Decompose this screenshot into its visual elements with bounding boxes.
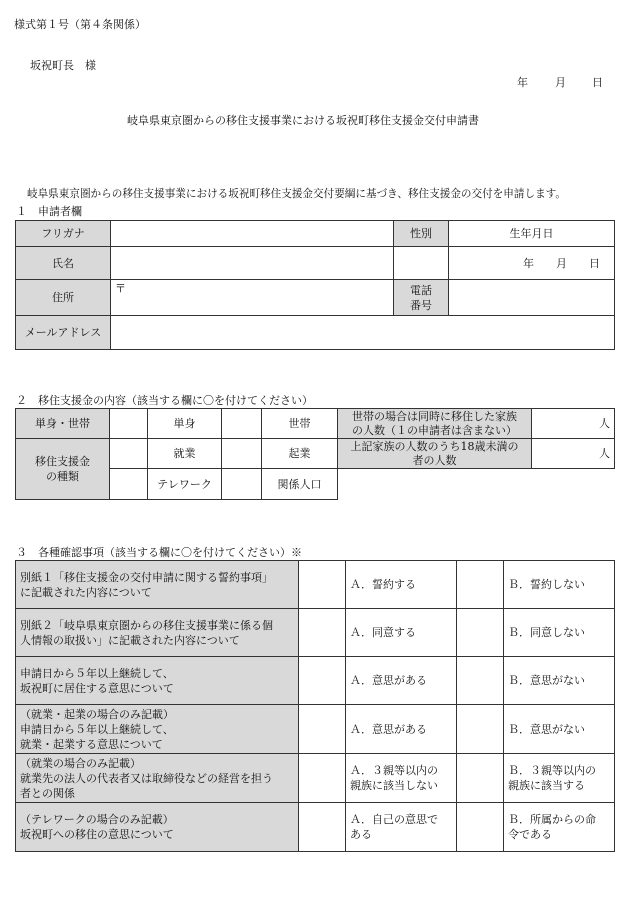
confirmation-row — [16, 803, 615, 852]
question-cell: 申請日から５年以上継続して、 坂祝町に居住する意思について — [16, 657, 299, 705]
address-label: 住所 — [16, 280, 111, 316]
household-count-field[interactable]: 人 — [532, 409, 615, 439]
gender-field[interactable] — [394, 247, 449, 280]
telework-label: テレワーク — [148, 469, 222, 500]
furigana-field[interactable] — [111, 221, 394, 247]
option-a-label: Ａ．自己の意思で ある — [346, 803, 457, 852]
option-a-check[interactable] — [299, 754, 346, 803]
birth-day: 日 — [589, 256, 600, 270]
date-year: 年 — [517, 76, 528, 89]
option-b-check[interactable] — [457, 657, 504, 705]
option-a-label: Ａ．誓約する — [346, 561, 457, 609]
phone-label: 電話 番号 — [394, 280, 449, 316]
option-a-label: Ａ．同意する — [346, 609, 457, 657]
under18-label: 上記家族の人数のうち18歳未満の 者の人数 — [338, 439, 532, 469]
option-a-check[interactable] — [299, 561, 346, 609]
single-household-label: 単身・世帯 — [16, 409, 110, 439]
phone-field[interactable] — [449, 280, 615, 316]
employment-label: 就業 — [148, 439, 222, 469]
related-population-check[interactable] — [222, 469, 262, 500]
household-label: 世帯 — [262, 409, 338, 439]
birthdate-field[interactable] — [449, 247, 615, 280]
birth-month: 月 — [556, 256, 567, 270]
option-b-check[interactable] — [457, 561, 504, 609]
address-field[interactable] — [111, 280, 394, 316]
question-cell: （就業の場合のみ記載） 就業先の法人の代表者又は取締役などの経営を担う 者との関係 — [16, 754, 299, 803]
startup-check[interactable] — [222, 439, 262, 469]
birthdate-label: 生年月日 — [449, 221, 615, 247]
option-b-check[interactable] — [457, 803, 504, 852]
gender-label: 性別 — [394, 221, 449, 247]
name-label: 氏名 — [16, 247, 111, 280]
option-a-label: Ａ．３親等以内の 親族に該当しない — [346, 754, 457, 803]
section3-heading: ３ 各種確認事項（該当する欄に〇を付けてください）※ — [16, 546, 302, 559]
single-label: 単身 — [148, 409, 222, 439]
under18-field[interactable]: 人 — [532, 439, 615, 469]
option-a-label: Ａ．意思がある — [346, 657, 457, 705]
support-content-table — [15, 408, 615, 500]
option-b-check[interactable] — [457, 705, 504, 754]
confirmation-row — [16, 609, 615, 657]
furigana-label: フリガナ — [16, 221, 111, 247]
option-b-check[interactable] — [457, 754, 504, 803]
household-count-label: 世帯の場合は同時に移住した家族 の人数（１の申請者は含まない） — [338, 409, 532, 439]
confirmation-row — [16, 705, 615, 754]
confirmation-row — [16, 561, 615, 609]
question-cell: 別紙２「岐阜県東京圏からの移住支援事業に係る個 人情報の取扱い」に記載された内容について — [16, 609, 299, 657]
date-day: 日 — [592, 76, 603, 89]
confirmation-table — [15, 560, 615, 852]
option-a-check[interactable] — [299, 705, 346, 754]
related-population-label: 関係人口 — [262, 469, 338, 500]
section2-heading: ２ 移住支援金の内容（該当する欄に〇を付けてください） — [16, 394, 313, 407]
email-label: メールアドレス — [16, 316, 111, 350]
option-b-label: Ｂ．誓約しない — [504, 561, 615, 609]
postal-mark: 〒 — [115, 282, 126, 295]
single-check[interactable] — [110, 409, 148, 439]
option-a-check[interactable] — [299, 609, 346, 657]
option-a-label: Ａ．意思がある — [346, 705, 457, 754]
intro-text: 岐阜県東京圏からの移住支援事業における坂祝町移住支援金交付要綱に基づき、移住支援金の交付を申請します。 — [27, 188, 567, 200]
question-cell: （就業・起業の場合のみ記載） 申請日から５年以上継続して、 就業・起業する意思について — [16, 705, 299, 754]
birth-year: 年 — [523, 256, 534, 270]
option-b-label: Ｂ．意思がない — [504, 705, 615, 754]
startup-label: 起業 — [262, 439, 338, 469]
option-a-check[interactable] — [299, 803, 346, 852]
option-a-check[interactable] — [299, 657, 346, 705]
telework-check[interactable] — [110, 469, 148, 500]
employment-check[interactable] — [110, 439, 148, 469]
question-cell: 別紙１「移住支援金の交付申請に関する誓約事項」 に記載された内容について — [16, 561, 299, 609]
option-b-check[interactable] — [457, 609, 504, 657]
email-field[interactable] — [111, 316, 615, 350]
confirmation-row — [16, 754, 615, 803]
addressee: 坂祝町長 様 — [30, 59, 96, 72]
option-b-label: Ｂ．３親等以内の 親族に該当する — [504, 754, 615, 803]
confirmation-row — [16, 657, 615, 705]
name-field[interactable] — [111, 247, 394, 280]
question-cell: （テレワークの場合のみ記載） 坂祝町への移住の意思について — [16, 803, 299, 852]
applicant-table — [15, 220, 615, 350]
support-type-label: 移住支援金 の種類 — [16, 439, 110, 500]
option-b-label: Ｂ．意思がない — [504, 657, 615, 705]
form-number: 様式第１号（第４条関係） — [14, 18, 146, 31]
household-check[interactable] — [222, 409, 262, 439]
option-b-label: Ｂ．所属からの命 令である — [504, 803, 615, 852]
page-title: 岐阜県東京圏からの移住支援事業における坂祝町移住支援金交付申請書 — [127, 114, 479, 127]
option-b-label: Ｂ．同意しない — [504, 609, 615, 657]
date-month: 月 — [555, 76, 566, 89]
section1-heading: １ 申請者欄 — [16, 205, 82, 218]
